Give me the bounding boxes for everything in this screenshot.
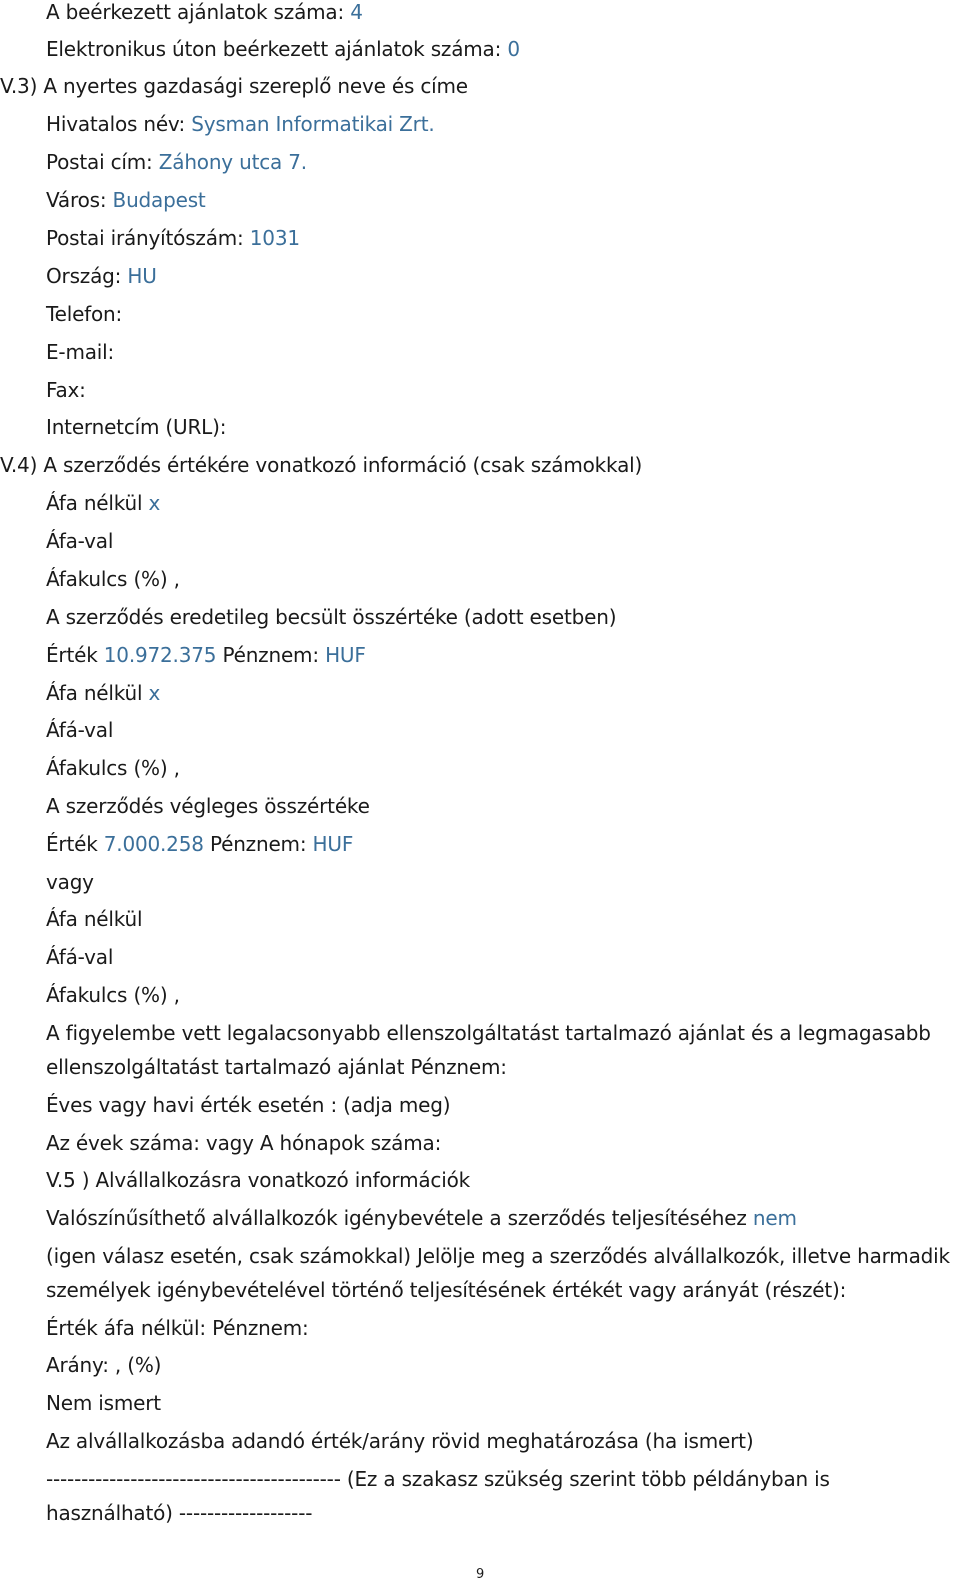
estimated-value-line (46, 643, 366, 667)
subcontract-likely-line (46, 1206, 797, 1230)
currency-value: HUF (312, 832, 354, 856)
vat-excl-label: Áfa nélkül (46, 491, 143, 515)
electronic-offers-line (46, 37, 520, 61)
vat-incl-line-1: Áfa-val (46, 529, 114, 553)
offers-count-label: A beérkezett ajánlatok száma: (46, 0, 345, 24)
country-value: HU (127, 264, 157, 288)
offers-count-value: 4 (350, 0, 363, 24)
electronic-offers-value: 0 (507, 37, 520, 61)
section-v5-heading: V.5 ) Alvállalkozásra vonatkozó információk (46, 1168, 471, 1192)
short-description-line: Az alvállalkozásba adandó érték/arány rövid meghatározása (ha ismert) (46, 1429, 754, 1453)
fax-label: Fax: (46, 378, 86, 402)
subcontract-likely-label: Valószínűsíthető alvállalkozók igénybevétele a szerződés teljesítéséhez (46, 1206, 747, 1230)
postal-address-line (46, 150, 307, 174)
country-line (46, 264, 157, 288)
postcode-value: 1031 (249, 226, 300, 250)
official-name-label: Hivatalos név: (46, 112, 186, 136)
postal-address-value: Záhony utca 7. (158, 150, 307, 174)
city-line (46, 188, 206, 212)
subcontract-likely-value: nem (752, 1206, 797, 1230)
subcontract-detail-line-2: személyek igénybevételével történő teljesítésének értékét vagy arányát (részét): (46, 1278, 847, 1302)
email-label: E-mail: (46, 340, 115, 364)
ratio-line: Arány: , (%) (46, 1353, 162, 1377)
currency-label: Pénznem: (209, 832, 307, 856)
section-v3-heading: V.3) A nyertes gazdasági szereplő neve és címe (0, 74, 468, 98)
vat-excl-label: Áfa nélkül (46, 681, 143, 705)
unknown-line: Nem ismert (46, 1391, 161, 1415)
vat-excl-line-1 (46, 491, 160, 515)
repeat-note-line-1: ------------------------------------------ (Ez a szakasz szükség szerint több példányban is (46, 1467, 830, 1491)
electronic-offers-label: Elektronikus úton beérkezett ajánlatok száma: (46, 37, 502, 61)
value-label: Érték (46, 832, 98, 856)
repeat-note-line-2: használható) ------------------- (46, 1501, 313, 1525)
lowest-highest-line-1: A figyelembe vett legalacsonyabb ellenszolgáltatást tartalmazó ajánlat és a legmagasabb (46, 1021, 931, 1045)
postal-address-label: Postai cím: (46, 150, 153, 174)
vat-incl-line-2: Áfá-val (46, 718, 114, 742)
url-label: Internetcím (URL): (46, 415, 227, 439)
lowest-highest-line-2: ellenszolgáltatást tartalmazó ajánlat Pénznem: (46, 1055, 507, 1079)
value-excl-vat-line: Érték áfa nélkül: Pénznem: (46, 1316, 309, 1340)
city-label: Város: (46, 188, 107, 212)
value-amount: 7.000.258 (103, 832, 204, 856)
official-name-value: Sysman Informatikai Zrt. (191, 112, 435, 136)
vat-excl-mark: x (148, 681, 161, 705)
offers-count-line (46, 0, 363, 24)
or-line: vagy (46, 870, 94, 894)
postcode-label: Postai irányítószám: (46, 226, 244, 250)
vat-excl-line-3: Áfa nélkül (46, 907, 143, 931)
final-value-heading: A szerződés végleges összértéke (46, 794, 370, 818)
annual-monthly-line: Éves vagy havi érték esetén : (adja meg) (46, 1093, 451, 1117)
vat-rate-line-1: Áfakulcs (%) , (46, 567, 180, 591)
vat-excl-line-2 (46, 681, 160, 705)
subcontract-detail-line-1: (igen válasz esetén, csak számokkal) Jelölje meg a szerződés alvállalkozók, illetve harmadik (46, 1244, 950, 1268)
section-v4-heading: V.4) A szerződés értékére vonatkozó információ (csak számokkal) (0, 453, 643, 477)
currency-value: HUF (325, 643, 366, 667)
page-number: 9 (475, 1567, 485, 1582)
phone-label: Telefon: (46, 302, 123, 326)
official-name-line (46, 112, 435, 136)
vat-rate-line-2: Áfakulcs (%) , (46, 756, 180, 780)
years-months-line: Az évek száma: vagy A hónapok száma: (46, 1131, 442, 1155)
vat-rate-line-3: Áfakulcs (%) , (46, 983, 180, 1007)
currency-label: Pénznem: (222, 643, 319, 667)
estimated-value-heading: A szerződés eredetileg becsült összértéke (adott esetben) (46, 605, 617, 629)
postcode-line (46, 226, 300, 250)
final-value-line (46, 832, 353, 856)
city-value: Budapest (112, 188, 206, 212)
value-label: Érték (46, 643, 98, 667)
vat-incl-line-3: Áfá-val (46, 945, 114, 969)
vat-excl-mark: x (148, 491, 161, 515)
value-amount: 10.972.375 (103, 643, 217, 667)
country-label: Ország: (46, 264, 122, 288)
